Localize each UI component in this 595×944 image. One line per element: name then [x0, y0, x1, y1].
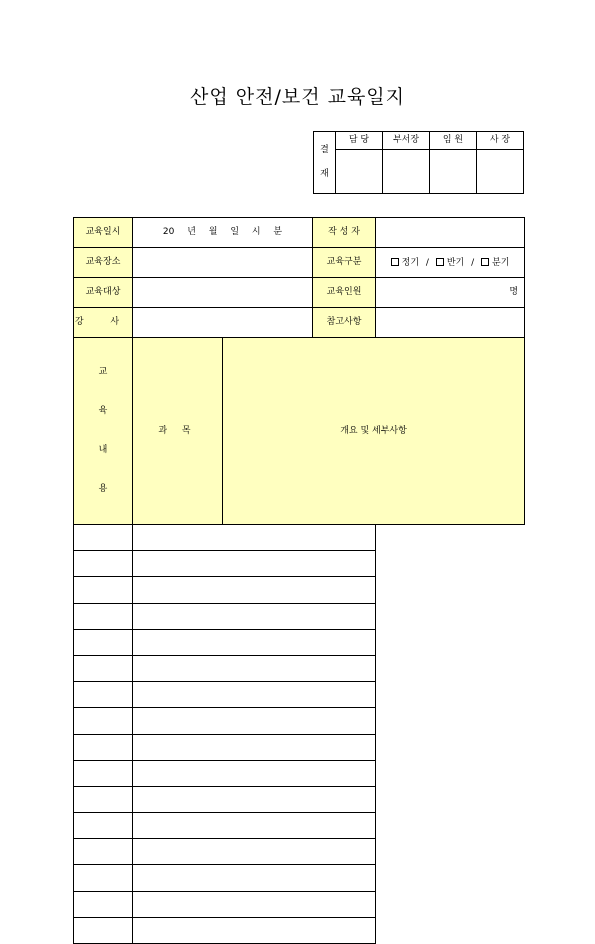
date-field[interactable]: 20 년 월 일 시 분 [133, 218, 313, 248]
approval-sign-staff[interactable] [336, 150, 383, 194]
content-row [74, 577, 525, 603]
subject-cell[interactable] [74, 629, 133, 655]
author-field[interactable] [376, 218, 525, 248]
detail-cell[interactable] [133, 551, 376, 577]
detail-cell[interactable] [133, 760, 376, 786]
type-options [376, 248, 525, 278]
checkbox-half-year[interactable] [436, 258, 444, 266]
approval-header-executive: 임 원 [430, 132, 477, 150]
content-char: 교 [98, 367, 108, 377]
detail-cell[interactable] [133, 786, 376, 812]
content-char: 육 [98, 406, 108, 416]
detail-cell[interactable] [133, 917, 376, 943]
subject-cell[interactable] [74, 891, 133, 917]
subject-cell[interactable] [74, 813, 133, 839]
separator: / [425, 257, 429, 268]
subject-cell[interactable] [74, 577, 133, 603]
author-label: 작 성 자 [313, 218, 376, 248]
detail-cell[interactable] [133, 577, 376, 603]
reference-label: 참고사항 [313, 308, 376, 338]
subject-cell[interactable] [74, 551, 133, 577]
content-row [74, 551, 525, 577]
content-char: 용 [98, 484, 108, 494]
place-field[interactable] [133, 248, 313, 278]
detail-header: 개요 및 세부사항 [223, 338, 525, 525]
content-row [74, 629, 525, 655]
option-regular: 정기 [401, 257, 420, 268]
content-row [74, 682, 525, 708]
content-row [74, 786, 525, 812]
content-row [74, 655, 525, 681]
detail-cell[interactable] [133, 525, 376, 551]
education-log-table [73, 217, 525, 944]
subject-cell[interactable] [74, 734, 133, 760]
subject-cell[interactable] [74, 917, 133, 943]
subject-cell[interactable] [74, 760, 133, 786]
detail-cell[interactable] [133, 813, 376, 839]
detail-cell[interactable] [133, 708, 376, 734]
detail-cell[interactable] [133, 629, 376, 655]
approval-side-label [314, 132, 336, 194]
count-label: 교육인원 [313, 278, 376, 308]
detail-cell[interactable] [133, 734, 376, 760]
instructor-label: 강 사 [74, 308, 133, 338]
approval-header-president: 사 장 [477, 132, 524, 150]
count-unit: 명 [509, 287, 519, 297]
approval-sign-executive[interactable] [430, 150, 477, 194]
subject-cell[interactable] [74, 839, 133, 865]
target-label: 교육대상 [74, 278, 133, 308]
place-label: 교육장소 [74, 248, 133, 278]
content-row [74, 734, 525, 760]
detail-cell[interactable] [133, 839, 376, 865]
content-row [74, 603, 525, 629]
approval-header-staff: 담 당 [336, 132, 383, 150]
separator: / [471, 257, 475, 268]
content-row [74, 839, 525, 865]
instructor-field[interactable] [133, 308, 313, 338]
document-title: 산업 안전/보건 교육일지 [189, 86, 406, 108]
detail-cell[interactable] [133, 655, 376, 681]
content-row [74, 865, 525, 891]
option-quarter: 분기 [492, 257, 510, 268]
subject-cell[interactable] [74, 708, 133, 734]
option-half-year: 반기 [446, 257, 465, 268]
content-side-label [74, 338, 133, 525]
checkbox-regular[interactable] [391, 258, 399, 266]
subject-cell[interactable] [74, 865, 133, 891]
reference-field[interactable] [376, 308, 525, 338]
type-label: 교육구분 [313, 248, 376, 278]
content-row [74, 917, 525, 943]
subject-cell[interactable] [74, 682, 133, 708]
target-field[interactable] [133, 278, 313, 308]
content-row [74, 813, 525, 839]
subject-cell[interactable] [74, 655, 133, 681]
content-row [74, 760, 525, 786]
detail-cell[interactable] [133, 603, 376, 629]
approval-sign-president[interactable] [477, 150, 524, 194]
date-label: 교육일시 [74, 218, 133, 248]
approval-sign-manager[interactable] [383, 150, 430, 194]
approval-side-bottom: 재 [320, 168, 329, 179]
detail-cell[interactable] [133, 865, 376, 891]
content-row [74, 891, 525, 917]
subject-cell[interactable] [74, 603, 133, 629]
approval-side-top: 결 [320, 145, 329, 156]
checkbox-quarter[interactable] [481, 258, 489, 266]
content-char: 내 [98, 445, 108, 455]
content-row [74, 708, 525, 734]
detail-cell[interactable] [133, 891, 376, 917]
count-field[interactable] [376, 278, 525, 308]
subject-cell[interactable] [74, 525, 133, 551]
subject-cell[interactable] [74, 786, 133, 812]
approval-header-manager: 부서장 [383, 132, 430, 150]
detail-cell[interactable] [133, 682, 376, 708]
subject-header: 과 목 [133, 338, 223, 525]
approval-table [313, 131, 524, 194]
content-row [74, 525, 525, 551]
